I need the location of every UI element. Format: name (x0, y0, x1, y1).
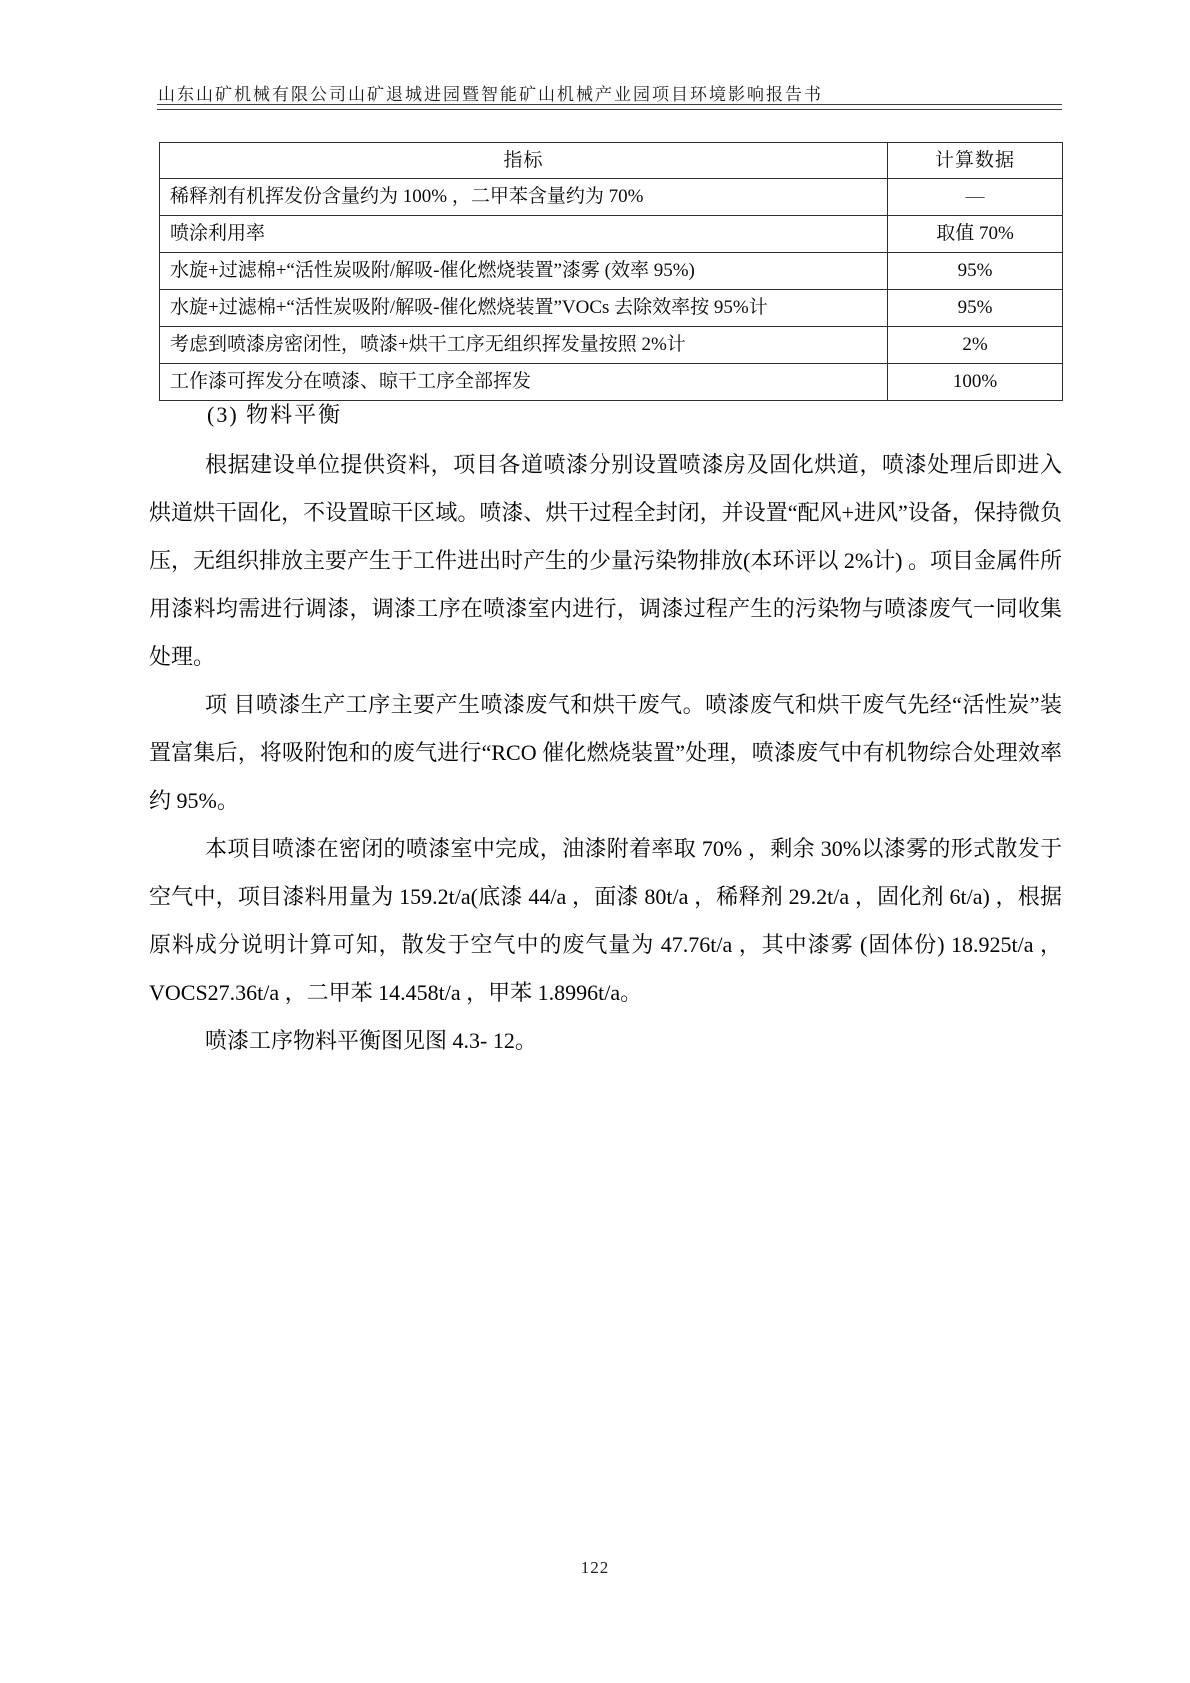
indicator-cell: 水旋+过滤棉+“活性炭吸附/解吸-催化燃烧装置”漆雾 (效率 95%) (160, 253, 888, 290)
table-header-indicator: 指标 (160, 143, 888, 179)
value-cell: 95% (888, 290, 1063, 327)
table-header-value: 计算数据 (888, 143, 1063, 179)
indicator-cell: 考虑到喷漆房密闭性，喷漆+烘干工序无组织挥发量按照 2%计 (160, 327, 888, 364)
indicator-cell: 稀释剂有机挥发份含量约为 100% ，二甲苯含量约为 70% (160, 179, 888, 216)
table-row (160, 216, 1063, 253)
indicator-cell: 工作漆可挥发分在喷漆、晾干工序全部挥发 (160, 364, 888, 401)
indicator-cell: 喷涂利用率 (160, 216, 888, 253)
table-row (160, 253, 1063, 290)
section-heading: (3) 物料平衡 (207, 402, 343, 427)
calc-parameters-table (159, 142, 1063, 401)
table-row (160, 290, 1063, 327)
paragraph-material-balance-3: 本项目喷漆在密闭的喷漆室中完成，油漆附着率取 70% ，剩余 30%以漆雾的形式散发于空气中，项目漆料用量为 159.2t/a(底漆 44/a ，面漆 80t/a ，稀释剂 29.2t/a ，固化剂 6t/a) ，根据原料成分说明计算可知，散发于空气中的废气量为 47.76t/a ，其中漆雾 (固体份) 18.925t/a ，VOCS27.36t/a ，二甲苯 14.458t/a ，甲苯 1.8996t/a。 (149, 836, 1062, 1005)
paragraph-material-balance-2: 项 目喷漆生产工序主要产生喷漆废气和烘干废气。喷漆废气和烘干废气先经“活性炭”装置富集后，将吸附饱和的废气进行“RCO 催化燃烧装置”处理，喷漆废气中有机物综合处理效率约 95%。 (149, 692, 1062, 813)
value-cell: 2% (888, 327, 1063, 364)
table-row (160, 327, 1063, 364)
page-number: 122 (580, 1558, 610, 1577)
paragraph-figure-reference: 喷漆工序物料平衡图见图 4.3- 12。 (205, 1028, 537, 1053)
value-cell: 取值 70% (888, 216, 1063, 253)
report-title-header: 山东山矿机械有限公司山矿退城进园暨智能矿山机械产业园项目环境影响报告书 (158, 85, 823, 104)
value-cell: 95% (888, 253, 1063, 290)
indicator-cell: 水旋+过滤棉+“活性炭吸附/解吸-催化燃烧装置”VOCs 去除效率按 95%计 (160, 290, 888, 327)
header-divider (157, 104, 1062, 110)
paragraph-material-balance-1: 根据建设单位提供资料，项目各道喷漆分别设置喷漆房及固化烘道，喷漆处理后即进入烘道烘干固化，不设置晾干区域。喷漆、烘干过程全封闭，并设置“配风+进风”设备，保持微负压，无组织排放主要产生于工件进出时产生的少量污染物排放(本环评以 2%计) 。项目金属件所用漆料均需进行调漆，调漆工序在喷漆室内进行，调漆过程产生的污染物与喷漆废气一同收集处理。 (149, 452, 1062, 669)
value-cell: — (888, 179, 1063, 216)
section-body (149, 393, 1062, 1065)
table-row (160, 179, 1063, 216)
value-cell: 100% (888, 364, 1063, 401)
table-header-row (160, 143, 1063, 179)
